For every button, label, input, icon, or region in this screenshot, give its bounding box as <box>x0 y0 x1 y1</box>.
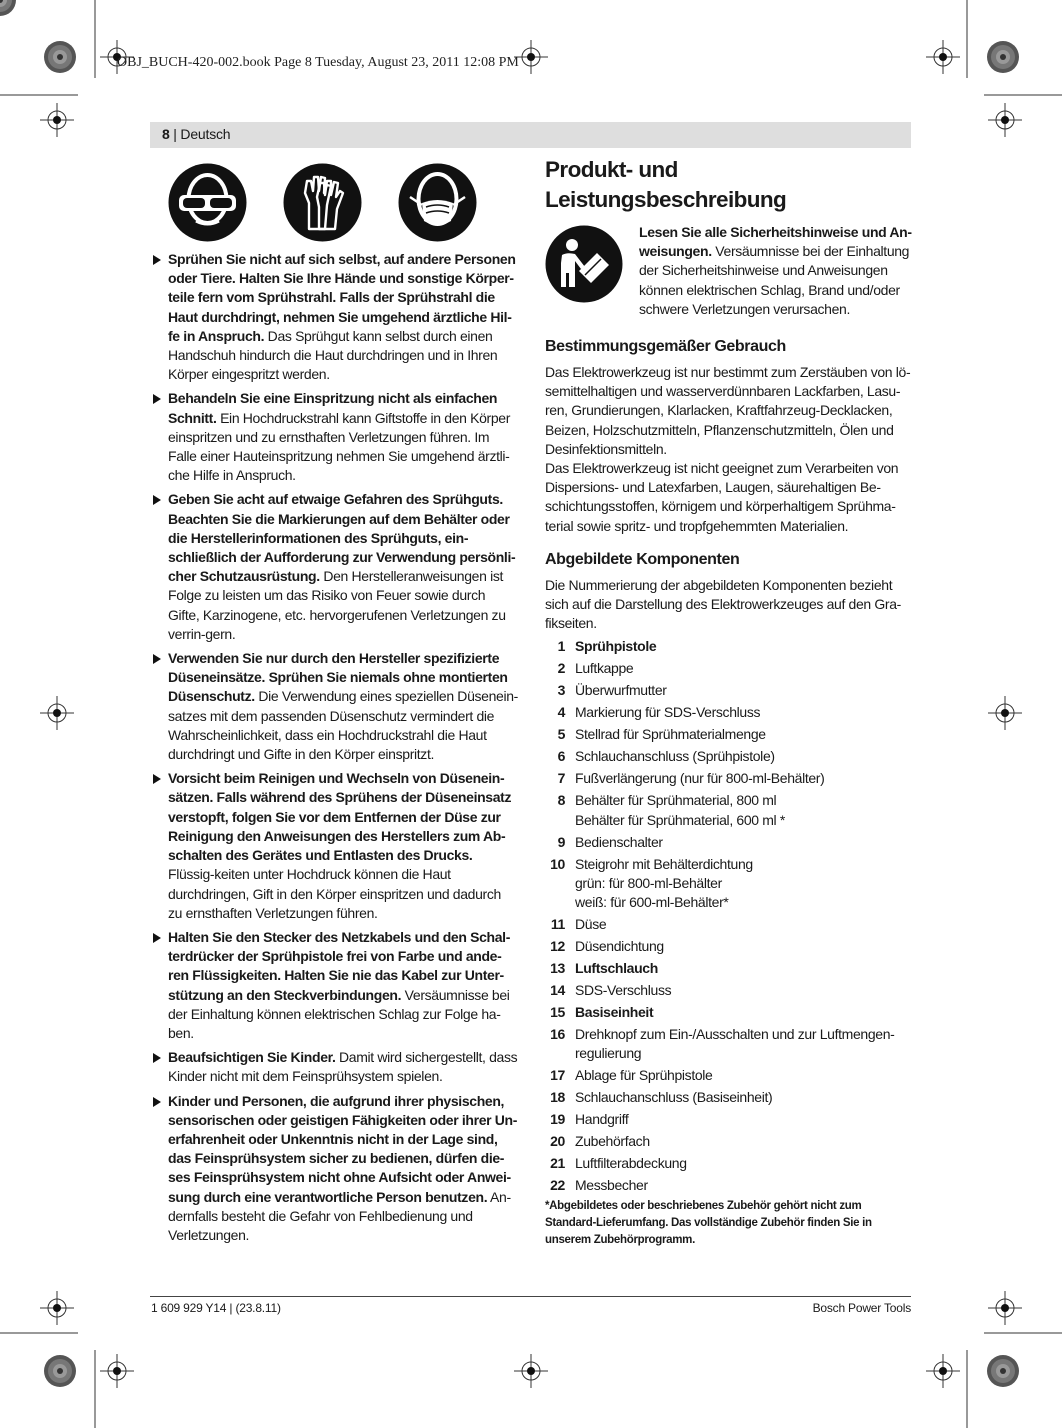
intended-use-heading: Bestimmungsgemäßer Gebrauch <box>545 338 786 355</box>
read-manual-icon <box>545 225 623 303</box>
bullet-triangle-icon <box>153 774 161 784</box>
component-number: 3 <box>557 682 565 699</box>
component-label: Düse <box>575 916 607 933</box>
component-label: Luftfilterabdeckung <box>575 1155 687 1172</box>
component-number: 18 <box>550 1089 565 1106</box>
component-label: Stellrad für Sprühmaterialmenge <box>575 726 766 743</box>
component-number: 8 <box>557 792 565 809</box>
component-number: 1 <box>557 638 565 655</box>
component-number: 21 <box>550 1155 565 1172</box>
footer-brand: Bosch Power Tools <box>812 1301 911 1315</box>
bullet-triangle-icon <box>153 654 161 664</box>
component-item <box>545 637 912 656</box>
component-number: 13 <box>550 960 565 977</box>
accessory-footnote: *Abgebildetes oder beschriebenes Zubehör gehört nicht zum Standard-Lieferumfang. Das vollständige Zubehör finden Sie in unserem Zubehörprogramm. <box>545 1200 872 1247</box>
component-label: Basiseinheit <box>575 1004 654 1021</box>
component-number: 6 <box>557 748 565 765</box>
component-label: SDS-Verschluss <box>575 982 672 999</box>
component-label: Sprühpistole <box>575 638 657 655</box>
header-separator: | <box>169 126 181 142</box>
warning-item: Beaufsichtigen Sie Kinder. Damit wird sichergestellt, dass Kinder nicht mit dem Feinsprühsystem spielen. <box>152 1048 518 1086</box>
safety-warnings-list <box>152 250 518 1250</box>
respirator-mask-icon <box>398 163 477 242</box>
component-number: 4 <box>557 704 565 721</box>
warning-item: Behandeln Sie eine Einspritzung nicht als einfachen Schnitt. Ein Hochdruckstrahl kann Giftstoffe in den Körper einspritzen und zu ernsthaften Verletzungen führen. Im Falle einer Hauteinspritzung nehmen Sie umgehend ärztli-che Hilfe in Anspruch. <box>152 389 518 485</box>
component-number: 12 <box>550 938 565 955</box>
component-number: 17 <box>550 1067 565 1084</box>
product-description <box>545 155 912 1249</box>
component-label: Schlauchanschluss (Sprühpistole) <box>575 748 775 765</box>
components-heading: Abgebildete Komponenten <box>545 550 740 568</box>
component-item <box>545 747 912 766</box>
component-number: 10 <box>550 855 565 872</box>
component-label: Handgriff <box>575 1111 629 1128</box>
bullet-triangle-icon <box>153 1097 161 1107</box>
component-label: Ablage für Sprühpistole <box>575 1067 713 1084</box>
component-item <box>545 981 912 1000</box>
component-item <box>545 659 912 678</box>
bullet-triangle-icon <box>153 394 161 404</box>
component-item <box>545 703 912 722</box>
component-label: Überwurfmutter <box>575 682 667 699</box>
page-header <box>162 126 230 142</box>
component-number: 22 <box>550 1177 565 1194</box>
component-label: Luftkappe <box>575 660 634 677</box>
component-label: Fußverlängerung (nur für 800-ml-Behälter) <box>575 770 825 787</box>
header-bar <box>150 122 911 148</box>
bullet-triangle-icon <box>153 933 161 943</box>
component-label: Messbecher <box>575 1177 648 1194</box>
component-item <box>545 937 912 956</box>
component-number: 5 <box>557 726 565 743</box>
component-item <box>545 915 912 934</box>
component-number: 9 <box>557 833 565 850</box>
component-number: 7 <box>557 770 565 787</box>
component-number: 16 <box>550 1026 565 1043</box>
bullet-triangle-icon <box>153 495 161 505</box>
component-label: Düsendichtung <box>575 938 664 955</box>
component-number: 19 <box>550 1111 565 1128</box>
component-number: 14 <box>550 982 565 999</box>
component-item <box>545 769 912 788</box>
components-list <box>545 637 912 1195</box>
footer-rule <box>150 1296 911 1297</box>
component-item <box>545 1088 912 1107</box>
component-number: 20 <box>550 1133 565 1150</box>
header-language: Deutsch <box>180 126 231 142</box>
warning-item: Halten Sie den Stecker des Netzkabels und den Schal-terdrücker der Sprühpistole frei von Farbe und ande-ren Flüssigkeiten. Halten Sie nie das Kabel zur Unter-stützung an den Steckverbindungen. Versäumnisse bei der Einhaltung können elektrischen Schlag zur Folge ha-ben. <box>152 928 518 1043</box>
component-number: 11 <box>550 916 565 933</box>
read-instructions-block <box>545 223 912 323</box>
component-item <box>545 1176 912 1195</box>
section-title: Produkt- und Leistungsbeschreibung <box>545 157 787 212</box>
component-label: Bedienschalter <box>575 833 663 850</box>
component-item <box>545 681 912 700</box>
warning-item: Verwenden Sie nur durch den Hersteller spezifizierte Düseneinsätze. Sprühen Sie niemals ohne montierten Düsenschutz. Die Verwendung eines speziellen Düsenein-satzes mit dem passenden Düsenschutz vermindert die Wahrscheinlichkeit, dass ein Hochdruckstrahl die Haut durchdringt und Gifte in den Körper einspritzt. <box>152 649 518 764</box>
component-label: Steigrohr mit Behälterdichtung grün: für 800-ml-Behälter weiß: für 600-ml-Behälter* <box>575 855 753 911</box>
component-item <box>545 1003 912 1022</box>
component-item <box>545 1132 912 1151</box>
print-slug: OBJ_BUCH-420-002.book Page 8 Tuesday, August 23, 2011 12:08 PM <box>117 55 519 70</box>
component-label: Zubehörfach <box>575 1133 650 1150</box>
bullet-triangle-icon <box>153 1053 161 1063</box>
component-label: Luftschlauch <box>575 960 658 977</box>
warning-item: Kinder und Personen, die aufgrund ihrer physischen, sensorischen oder geistigen Fähigkeiten oder ihrer Un-erfahrenheit oder Unkenntnis nicht in der Lage sind, das Feinsprühsystem sicher zu bedienen, dürfen die-ses Feinsprühsystem nicht ohne Aufsicht oder Anwei-sung durch eine verantwortliche Person benutzen. An-dernfalls besteht die Gefahr von Fehlbedienung und Verletzungen. <box>152 1092 518 1246</box>
component-item <box>545 725 912 744</box>
footer-doc-number: 1 609 929 Y14 | (23.8.11) <box>151 1301 281 1315</box>
component-item <box>545 1025 912 1063</box>
warning-item: Geben Sie acht auf etwaige Gefahren des Sprühguts. Beachten Sie die Markierungen auf dem Behälter oder die Herstellerinformationen des Sprühguts, ein-schließlich der Aufforderung zur Verwendung persönli-cher Schutzausrüstung. Den Herstelleranweisungen ist Folge zu leisten um das Risiko von Feuer sowie durch Gifte, Karzinogene, etc. hervorgerufenen Verletzungen zu verrin-gern. <box>152 490 518 644</box>
warning-item: Sprühen Sie nicht auf sich selbst, auf andere Personen oder Tiere. Halten Sie Ihre Hände und sonstige Körper-teile fern vom Sprühstrahl. Falls der Sprühstrahl die Haut durchdringt, nehmen Sie umgehend ärztliche Hil-fe in Anspruch. Das Sprühgut kann selbst durch einen Handschuh hindurch die Haut durchdringen und in Ihren Körper eingespritzt werden. <box>152 250 518 384</box>
component-label: Markierung für SDS-Verschluss <box>575 704 761 721</box>
not-suitable-paragraph: Das Elektrowerkzeug ist nicht geeignet zum Verarbeiten von Dispersions- und Latexfarben, Laugen, säurehaltigen Be-schichtungsstoffen, körnigem und körperhaltigem Sprühma-terial sowie spritz- und tropfgehemmten Materialien. <box>545 460 899 534</box>
component-item <box>545 1154 912 1173</box>
component-item <box>545 833 912 852</box>
components-intro: Die Nummerierung der abgebildeten Komponenten bezieht sich auf die Darstellung des Elektrowerkzeuges auf den Gra-fikseiten. <box>545 576 901 632</box>
component-label: Schlauchanschluss (Basiseinheit) <box>575 1089 773 1106</box>
intended-use-paragraph: Das Elektrowerkzeug ist nur bestimmt zum Zerstäuben von lö-semittelhaltigen und wasserverdünnbaren Lackfarben, Lasu-ren, Grundierungen, Klarlacken, Kraftfahrzeug-Decklacken, Beizen, Holzschutzmitteln, Pflanzenschutzmitteln, Ölen und Desinfektionsmitteln. <box>545 364 911 457</box>
component-item <box>545 959 912 978</box>
component-number: 15 <box>550 1004 565 1021</box>
warning-item: Vorsicht beim Reinigen und Wechseln von Düsenein-sätzen. Falls während des Sprühens der Düseneinsatz verstopft, folgen Sie vor dem Entfernen der Düse zur Reinigung den Anweisungen des Herstellers zum Ab-schalten des Gerätes und Entlasten des Drucks. Flüssig-keiten unter Hochdruck können die Haut durchdringen, Gift in den Körper einspritzen und dadurch zu ernsthaften Verletzungen führen. <box>152 769 518 923</box>
component-item <box>545 1066 912 1085</box>
bullet-triangle-icon <box>153 255 161 265</box>
component-item <box>545 791 912 829</box>
component-label: Behälter für Sprühmaterial, 800 ml Behälter für Sprühmaterial, 600 ml * <box>575 792 785 828</box>
safety-goggles-icon <box>168 163 247 242</box>
component-item <box>545 855 912 913</box>
protective-gloves-icon <box>283 163 362 242</box>
component-item <box>545 1110 912 1129</box>
component-number: 2 <box>557 660 565 677</box>
component-label: Drehknopf zum Ein-/Ausschalten und zur Luftmengen- regulierung <box>575 1026 895 1062</box>
read-instructions-text: Lesen Sie alle Sicherheitshinweise und An-weisungen. Versäumnisse bei der Einhaltung der Sicherheitshinweise und Anweisungen können elektrischen Schlag, Brand und/oder schwere Verletzungen verursachen. <box>639 224 912 317</box>
page-number: 8 <box>162 126 170 142</box>
